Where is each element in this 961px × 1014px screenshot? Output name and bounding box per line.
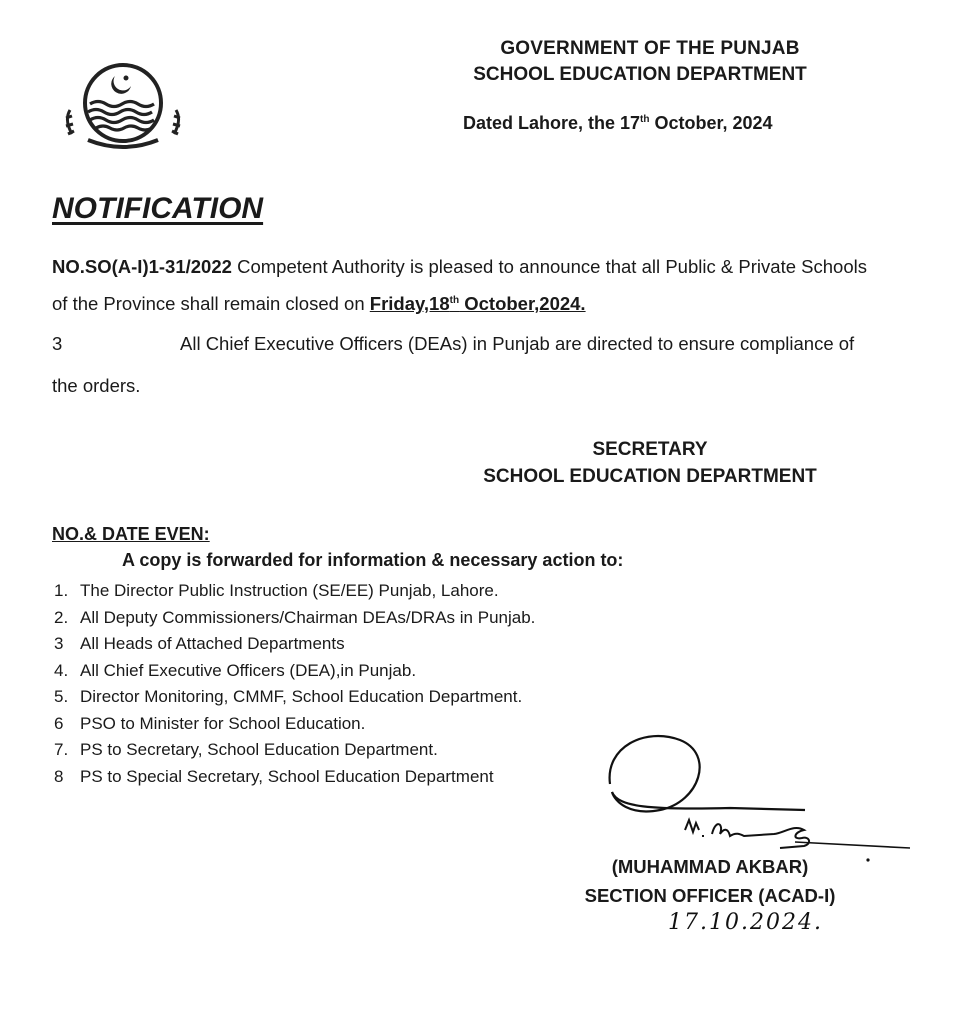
- distribution-item-number: 7.: [54, 740, 69, 759]
- distribution-list: [54, 578, 535, 790]
- government-title: GOVERNMENT OF THE PUNJAB: [500, 38, 800, 59]
- distribution-item: [54, 658, 535, 685]
- signature-icon: [590, 722, 920, 872]
- department-title: SCHOOL EDUCATION DEPARTMENT: [473, 64, 807, 85]
- letterhead: [420, 38, 860, 86]
- notification-title: NOTIFICATION: [52, 192, 264, 225]
- closure-date: Friday,18th October,2024.: [369, 293, 586, 314]
- paragraph-number: 3: [52, 333, 63, 354]
- officer-name: (MUHAMMAD AKBAR): [611, 856, 809, 877]
- officer-designation: SECTION OFFICER (ACAD-I): [584, 885, 836, 906]
- notification-number: NO.SO(A-I)1-31/2022: [52, 256, 232, 277]
- handwritten-date: 17.10.2024.: [668, 910, 823, 935]
- distribution-intro: A copy is forwarded for information & necessary action to:: [122, 550, 624, 570]
- distribution-item: [54, 605, 535, 632]
- distribution-item: [54, 711, 535, 738]
- secretary-block: SECRETARY SCHOOL EDUCATION DEPARTMENT: [483, 439, 817, 487]
- distribution-item-number: 1.: [54, 581, 69, 600]
- distribution-item-text: The Director Public Instruction (SE/EE) Punjab, Lahore.: [80, 581, 499, 600]
- distribution-item-number: 8: [54, 766, 64, 786]
- distribution-item-number: 6: [54, 713, 64, 733]
- distribution-item: [54, 684, 535, 711]
- dated-line: Dated Lahore, the 17th October, 2024: [463, 113, 773, 133]
- notification-paragraph-2: 3 All Chief Executive Officers (DEAs) in Punjab are directed to ensure compliance of the orders.: [52, 323, 867, 407]
- distribution-item-text: Director Monitoring, CMMF, School Education Department.: [80, 687, 523, 706]
- notification-paragraph-1: NO.SO(A-I)1-31/2022 Competent Authority is pleased to announce that all Public & Private Schools of the Province shall remain closed on Friday,18th October,2024.: [52, 256, 867, 314]
- section-officer-block: [560, 852, 860, 910]
- distribution-item-text: PS to Special Secretary, School Education Department: [80, 766, 494, 786]
- distribution-item-text: All Deputy Commissioners/Chairman DEAs/DRAs in Punjab.: [80, 607, 536, 627]
- distribution-item-number: 4.: [54, 660, 69, 680]
- distribution-item-text: PSO to Minister for School Education.: [80, 713, 366, 733]
- distribution-item-text: All Chief Executive Officers (DEA),in Punjab.: [80, 660, 417, 680]
- distribution-item: [54, 737, 535, 764]
- distribution-item: [54, 578, 535, 605]
- distribution-item-number: 3: [54, 634, 64, 653]
- distribution-item-text: All Heads of Attached Departments: [80, 634, 345, 653]
- distribution-heading: NO.& DATE EVEN:: [52, 524, 210, 544]
- distribution-item-number: 2.: [54, 607, 69, 627]
- distribution-item: [54, 631, 535, 658]
- distribution-item-number: 5.: [54, 687, 69, 706]
- distribution-item: [54, 764, 535, 791]
- distribution-item-text: PS to Secretary, School Education Department.: [80, 740, 438, 759]
- punjab-government-emblem-icon: [58, 58, 188, 153]
